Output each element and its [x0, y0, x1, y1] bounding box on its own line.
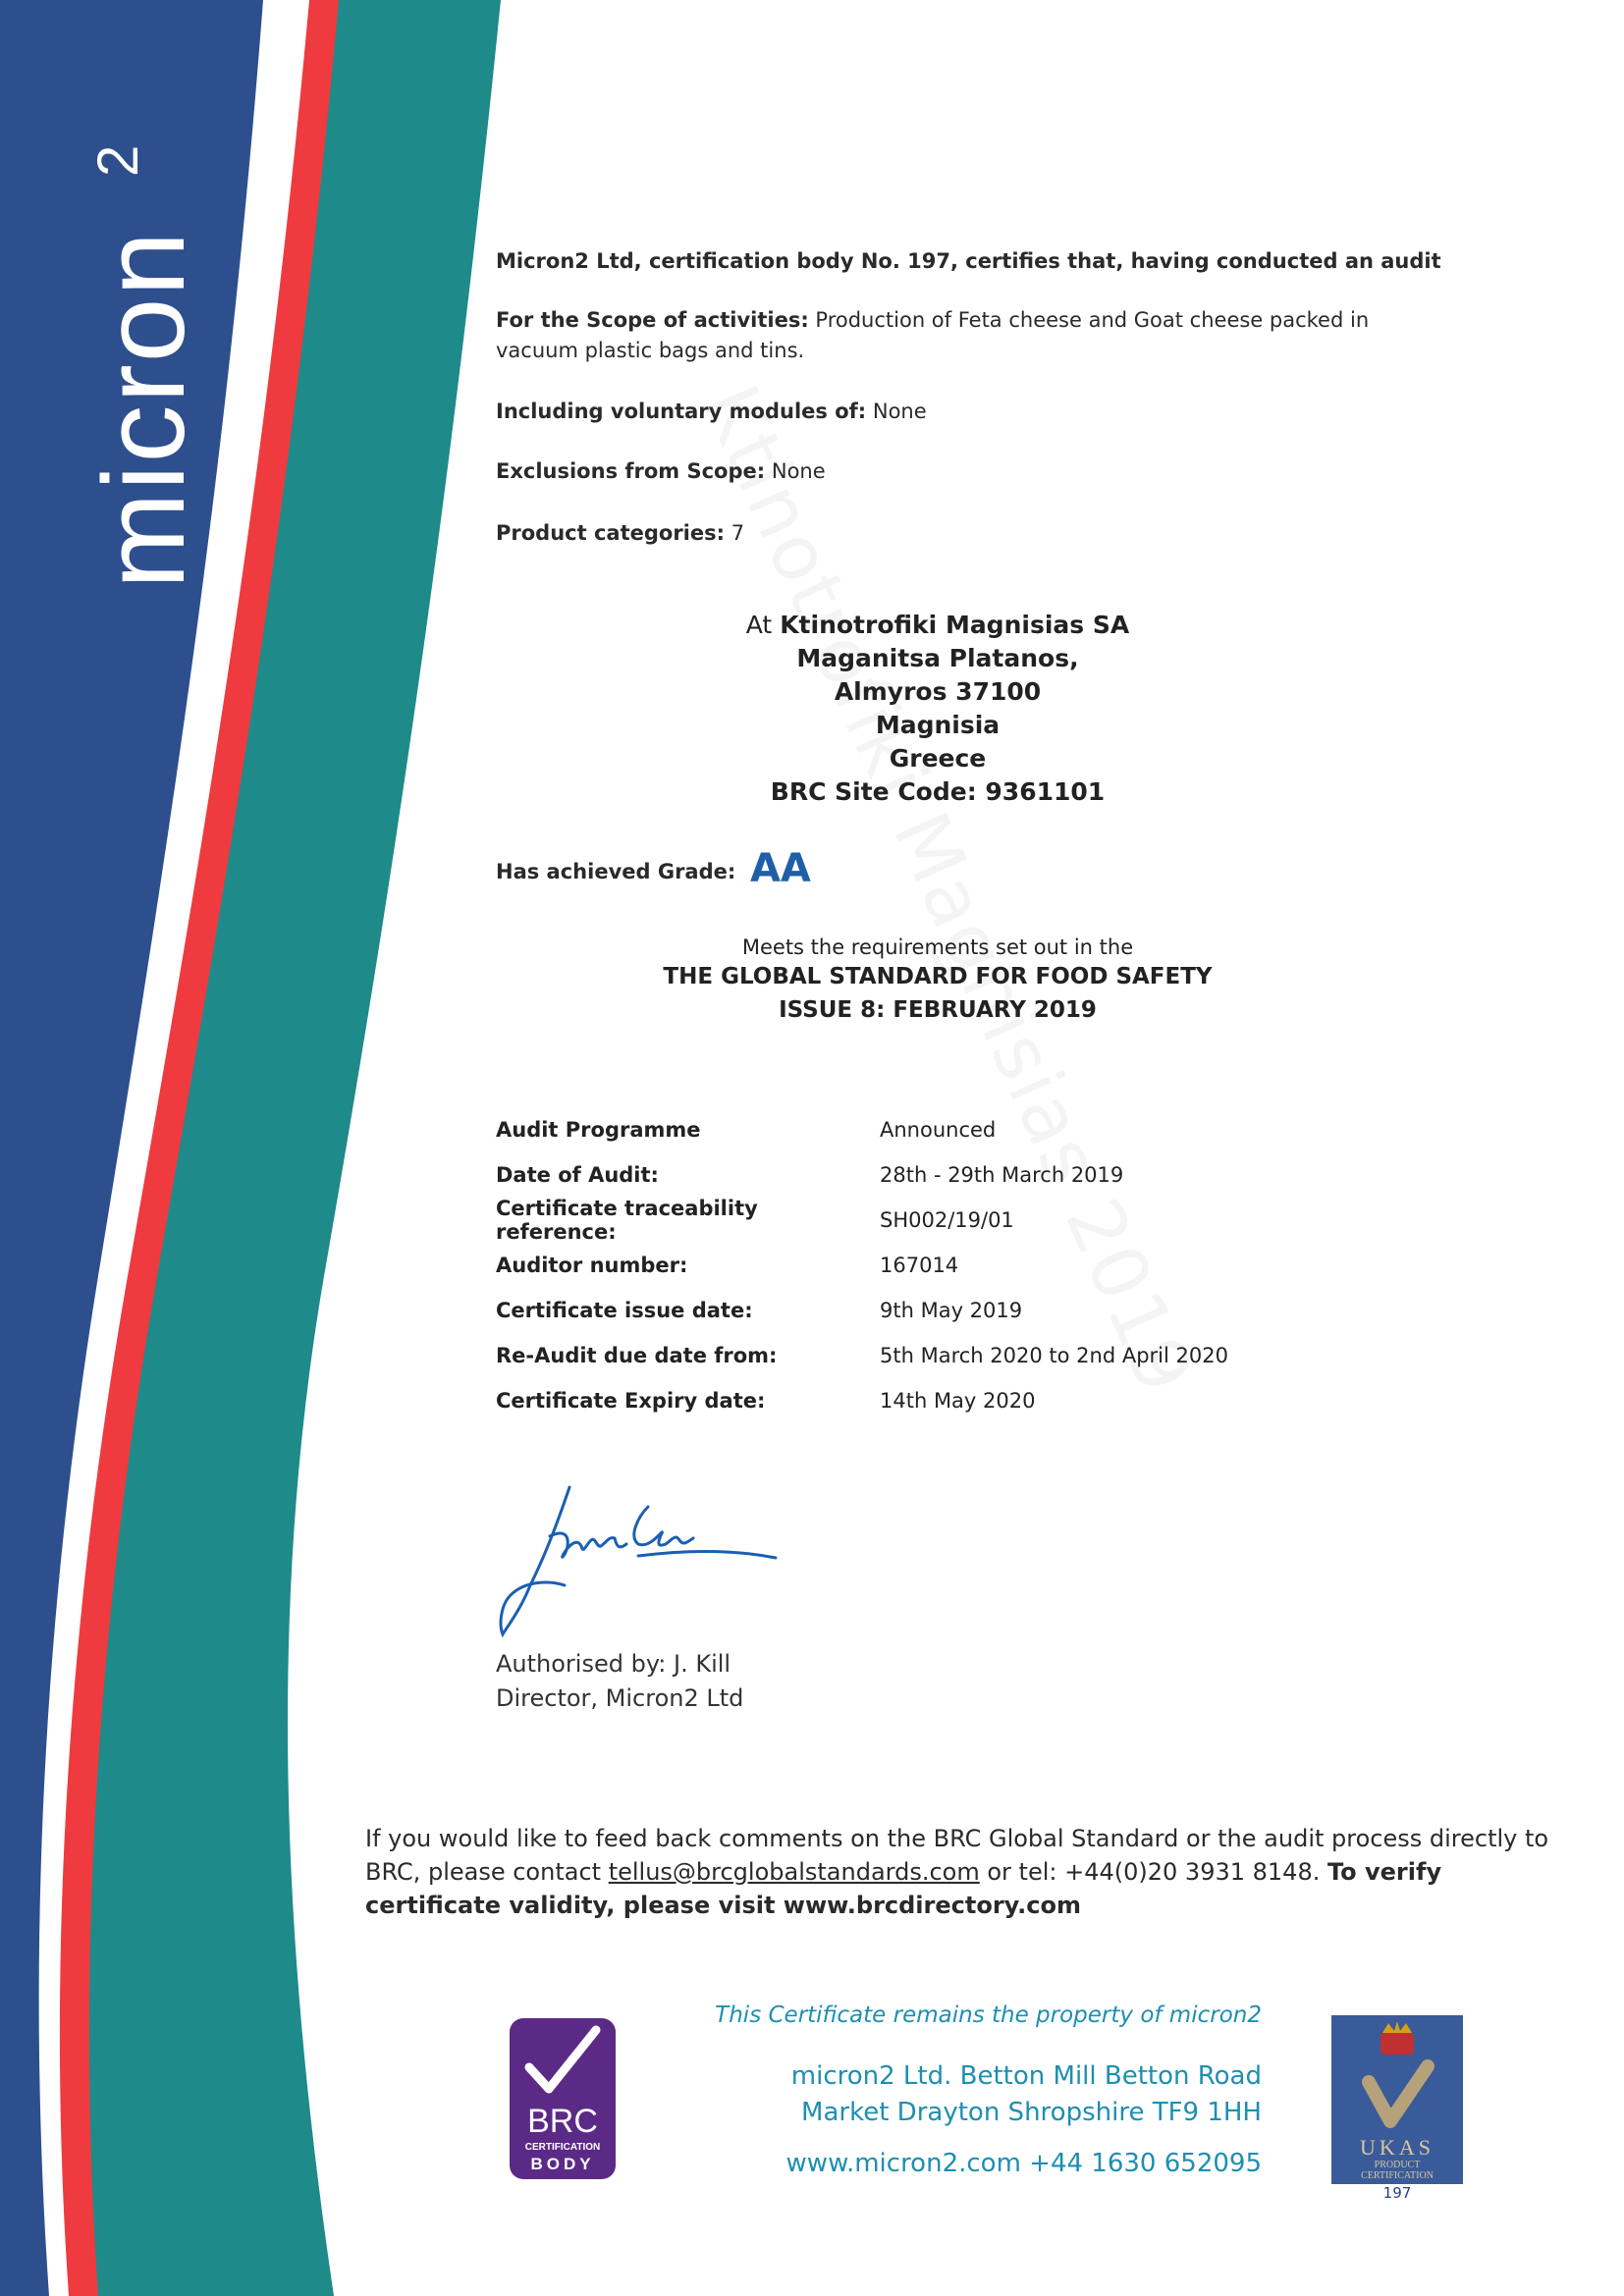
detail-label: Re-Audit due date from:: [496, 1344, 778, 1367]
footer-address-line1: micron2 Ltd. Betton Mill Betton Road: [790, 2061, 1262, 2091]
standard-issue: ISSUE 8: FEBRUARY 2019: [779, 997, 1097, 1023]
micron2-logo: [80, 79, 209, 589]
detail-row: [496, 1333, 1380, 1378]
address-line: Greece: [889, 744, 987, 773]
scope-of-activities: [496, 305, 1380, 366]
categories-value: 7: [731, 521, 745, 545]
decorative-side-band: [0, 0, 511, 2296]
modules-value: None: [872, 400, 927, 423]
detail-row: [496, 1198, 1380, 1243]
ukas-logo-sub: PRODUCT: [1374, 2160, 1421, 2170]
detail-label: Date of Audit:: [496, 1163, 659, 1187]
exclusions-value: None: [771, 459, 826, 483]
detail-row: [496, 1378, 1380, 1423]
detail-value: 5th March 2020 to 2nd April 2020: [880, 1344, 1228, 1367]
feedback-notice: [365, 1822, 1563, 1922]
voluntary-modules: [496, 400, 927, 423]
feedback-text: If you would like to feed back comments on the BRC Global Standard or the audit process directly to BRC, please contact: [365, 1825, 1549, 1886]
ukas-logo-text: UKAS: [1360, 2135, 1435, 2160]
footer-address-line2: Market Drayton Shropshire TF9 1HH: [801, 2098, 1262, 2127]
exclusions: [496, 459, 826, 483]
detail-value: Announced: [880, 1118, 997, 1142]
address-line: Almyros 37100: [834, 677, 1042, 706]
detail-label: Auditor number:: [496, 1254, 688, 1277]
detail-row: [496, 1152, 1380, 1198]
crown-icon: [1380, 2033, 1414, 2055]
brc-logo-sub: CERTIFICATION: [524, 2142, 601, 2153]
detail-label: Certificate traceability reference:: [496, 1197, 758, 1244]
brc-certification-body-logo: [508, 2016, 618, 2181]
authorised-by: Authorised by: J. Kill: [496, 1650, 731, 1678]
detail-label: Certificate issue date:: [496, 1299, 753, 1322]
modules-label: Including voluntary modules of:: [496, 400, 867, 423]
site-address: [496, 609, 1380, 809]
standard-title: [496, 960, 1380, 1027]
authoriser-title: Director, Micron2 Ltd: [496, 1684, 744, 1712]
detail-value: 28th - 29th March 2019: [880, 1163, 1124, 1187]
detail-value: 167014: [880, 1254, 959, 1277]
grade-value: AA: [749, 846, 811, 891]
audit-details-table: [496, 1107, 1380, 1423]
ukas-logo-sub2: CERTIFICATION: [1361, 2170, 1434, 2181]
footer-contact: www.micron2.com +44 1630 652095: [785, 2149, 1262, 2178]
detail-row: [496, 1107, 1380, 1152]
detail-row: [496, 1243, 1380, 1288]
brc-logo-text: BRC: [527, 2103, 598, 2140]
exclusions-label: Exclusions from Scope:: [496, 459, 766, 483]
scope-label: For the Scope of activities:: [496, 308, 809, 332]
address-line: Maganitsa Platanos,: [796, 644, 1079, 672]
detail-label: Certificate Expiry date:: [496, 1389, 766, 1413]
scope-value: Production of Feta cheese and Goat cheese packed in: [815, 308, 1370, 332]
brand-superscript: 2: [86, 144, 150, 177]
detail-value: SH002/19/01: [880, 1208, 1014, 1232]
signature: [491, 1477, 805, 1644]
site-prefix: At: [745, 611, 773, 639]
product-categories: [496, 521, 744, 545]
detail-row: [496, 1288, 1380, 1333]
brc-logo-body: BODY: [530, 2155, 595, 2173]
grade-label: Has achieved Grade:: [496, 860, 736, 883]
intro-text: [496, 249, 1441, 273]
grade: [496, 846, 811, 891]
categories-label: Product categories:: [496, 521, 726, 545]
intro-statement: Micron2 Ltd, certification body No. 197, certifies that, having conducted an audit: [496, 249, 1441, 273]
site-code: BRC Site Code: 9361101: [770, 777, 1106, 806]
authorisation: [496, 1647, 743, 1716]
feedback-phone: or tel: +44(0)20 3931 8148.: [987, 1858, 1321, 1886]
detail-label: Audit Programme: [496, 1118, 701, 1142]
site-company: Ktinotrofiki Magnisias SA: [780, 611, 1130, 639]
property-notice: This Certificate remains the property of micron2: [715, 2002, 1262, 2028]
standard-name: THE GLOBAL STANDARD FOR FOOD SAFETY: [663, 964, 1213, 989]
brand-name: micron: [80, 229, 209, 589]
address-line: Magnisia: [875, 711, 1001, 739]
detail-value: 14th May 2020: [880, 1389, 1036, 1413]
brc-email-link[interactable]: tellus@brcglobalstandards.com: [608, 1858, 980, 1886]
meets-requirements: Meets the requirements set out in the: [741, 935, 1134, 959]
ukas-number: 197: [1382, 2184, 1412, 2202]
verify-link-text[interactable]: To verify certificate validity, please visit www.brcdirectory.com: [365, 1858, 1442, 1919]
scope-value-continued: vacuum plastic bags and tins.: [496, 339, 805, 362]
ukas-product-certification-logo: [1331, 2010, 1463, 2197]
detail-value: 9th May 2019: [880, 1299, 1023, 1322]
